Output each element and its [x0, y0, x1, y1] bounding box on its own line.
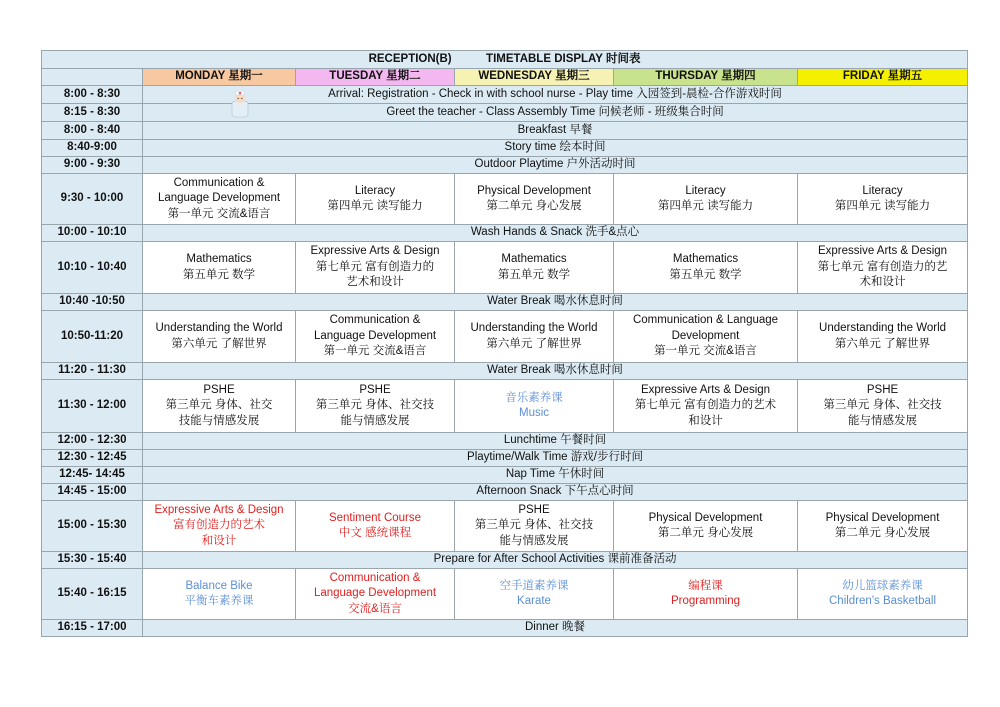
span-activity: Wash Hands & Snack 洗手&点心 — [143, 225, 968, 242]
lesson-line: 第六单元 了解世界 — [486, 337, 582, 350]
span-activity: Story time 绘本时间 — [143, 140, 968, 157]
time-cell: 14:45 - 15:00 — [42, 484, 143, 501]
day-thursday: THURSDAY 星期四 — [614, 69, 798, 86]
lesson-line: 第七单元 富有创造力的 — [315, 260, 435, 273]
lesson-line: 技能与情感发展 — [178, 414, 260, 427]
table-row — [42, 242, 968, 294]
lesson-line: Understanding the World — [470, 322, 598, 334]
lesson-cell — [455, 380, 614, 433]
lesson-cell — [614, 380, 798, 433]
lesson-cell — [455, 501, 614, 552]
lesson-line: Physical Development — [648, 511, 763, 524]
lesson-line: 第六单元 了解世界 — [171, 337, 267, 350]
lesson-line: 第二单元 身心发展 — [834, 527, 931, 539]
time-cell: 12:00 - 12:30 — [42, 433, 143, 450]
lesson-line: 第七单元 富有创造力的艺术 — [634, 399, 777, 412]
span-activity: Afternoon Snack 下午点心时间 — [143, 484, 968, 501]
time-cell: 15:40 - 16:15 — [42, 569, 143, 620]
time-cell: 15:00 - 15:30 — [42, 501, 143, 552]
lesson-line: 能与情感发展 — [499, 534, 569, 547]
lesson-line: 第一单元 交流&语言 — [654, 345, 757, 358]
span-activity: Lunchtime 午餐时间 — [143, 433, 968, 450]
lesson-line: Expressive Arts & Design — [640, 383, 771, 396]
lesson-line: Mathematics — [186, 253, 252, 265]
lesson-line: PSHE — [203, 383, 235, 396]
title-row — [42, 51, 968, 69]
lesson-line: 第一单元 交流&语言 — [167, 207, 271, 220]
lesson-line: 能与情感发展 — [340, 414, 410, 427]
lesson-line: Sentiment Course — [328, 511, 422, 524]
lesson-cell — [614, 242, 798, 294]
table-row — [42, 380, 968, 433]
lesson-cell — [614, 501, 798, 552]
lesson-cell — [798, 174, 968, 225]
lesson-line: 和设计 — [201, 534, 237, 547]
lesson-cell — [296, 501, 455, 552]
lesson-line: 第四单元 读写能力 — [834, 200, 931, 212]
lesson-line: Karate — [517, 595, 551, 607]
lesson-line: 第二单元 身心发展 — [486, 200, 582, 212]
time-cell: 9:30 - 10:00 — [42, 174, 143, 225]
span-activity: Breakfast 早餐 — [143, 122, 968, 140]
span-activity: Nap Time 午休时间 — [143, 467, 968, 484]
lesson-line: Language Development — [313, 587, 437, 600]
lesson-line: 第五单元 数学 — [497, 268, 571, 281]
time-cell: 8:40-9:00 — [42, 140, 143, 157]
lesson-line: 第三单元 身体、社交技 — [315, 399, 435, 412]
lesson-line: PSHE — [866, 383, 899, 396]
span-activity: Playtime/Walk Time 游戏/步行时间 — [143, 450, 968, 467]
time-cell: 12:45- 14:45 — [42, 467, 143, 484]
time-cell: 8:15 - 8:30 — [42, 104, 143, 122]
lesson-cell — [798, 242, 968, 294]
lesson-line: Communication & Language — [632, 314, 779, 327]
lesson-line: Music — [518, 407, 550, 419]
school-nurse-icon — [229, 89, 251, 119]
lesson-cell — [143, 242, 296, 294]
lesson-line: 第六单元 了解世界 — [834, 337, 931, 350]
span-activity: Prepare for After School Activities 课前准备活动 — [143, 552, 968, 569]
day-header-row — [42, 69, 968, 86]
time-cell: 10:50-11:20 — [42, 311, 143, 363]
lesson-line: 能与情感发展 — [848, 414, 918, 427]
timetable-title — [42, 51, 968, 69]
lesson-line: Literacy — [354, 184, 396, 197]
lesson-cell — [614, 174, 798, 225]
table-row — [42, 620, 968, 637]
table-row — [42, 157, 968, 174]
lesson-line: 第三单元 身体、社交 — [165, 399, 273, 412]
lesson-cell — [614, 311, 798, 363]
table-row — [42, 140, 968, 157]
table-row — [42, 122, 968, 140]
lesson-line: Expressive Arts & Design — [817, 245, 948, 258]
time-cell: 8:00 - 8:30 — [42, 86, 143, 104]
lesson-cell — [143, 501, 296, 552]
span-activity: Dinner 晚餐 — [143, 620, 968, 637]
span-activity: Outdoor Playtime 户外活动时间 — [143, 157, 968, 174]
lesson-line: 艺术和设计 — [346, 276, 404, 289]
lesson-line: Understanding the World — [155, 322, 283, 334]
time-cell: 11:30 - 12:00 — [42, 380, 143, 433]
table-row — [42, 311, 968, 363]
lesson-line: 第二单元 身心发展 — [657, 527, 754, 539]
title-display: TIMETABLE DISPLAY 时间表 — [486, 52, 641, 65]
day-monday: MONDAY 星期一 — [143, 69, 296, 86]
lesson-cell — [143, 311, 296, 363]
table-row — [42, 294, 968, 311]
lesson-line: Expressive Arts & Design — [154, 503, 284, 516]
table-row — [42, 86, 968, 104]
lesson-line: Communication & — [173, 176, 265, 189]
day-tuesday: TUESDAY 星期二 — [296, 69, 455, 86]
lesson-line: Children's Basketball — [829, 595, 937, 607]
table-row — [42, 501, 968, 552]
lesson-line: 幼儿篮球素养课 — [842, 579, 923, 592]
lesson-line: Expressive Arts & Design — [310, 245, 440, 258]
time-cell: 10:10 - 10:40 — [42, 242, 143, 294]
time-cell: 8:00 - 8:40 — [42, 122, 143, 140]
lesson-cell — [296, 174, 455, 225]
lesson-cell — [455, 174, 614, 225]
time-cell: 9:00 - 9:30 — [42, 157, 143, 174]
day-friday: FRIDAY 星期五 — [798, 69, 968, 86]
lesson-line: PSHE — [518, 503, 550, 516]
lesson-cell — [296, 380, 455, 433]
lesson-cell — [455, 242, 614, 294]
lesson-line: 编程课 — [688, 579, 723, 592]
lesson-line: 交流&语言 — [348, 602, 402, 615]
lesson-cell — [798, 311, 968, 363]
lesson-cell — [143, 174, 296, 225]
lesson-line: 平衡车素养课 — [184, 595, 254, 607]
lesson-line: 音乐素养课 — [505, 391, 563, 404]
lesson-line: Balance Bike — [185, 579, 253, 592]
lesson-line: 第五单元 数学 — [182, 268, 256, 281]
lesson-line: 第七单元 富有创造力的艺 — [817, 260, 948, 273]
lesson-cell — [143, 380, 296, 433]
lesson-line: 中文 感统课程 — [338, 527, 412, 539]
lesson-line: 第四单元 读写能力 — [657, 200, 754, 212]
lesson-cell — [143, 569, 296, 620]
title-class: RECEPTION(B) — [368, 52, 452, 65]
table-row — [42, 104, 968, 122]
lesson-line: Programming — [670, 595, 741, 607]
lesson-cell — [455, 569, 614, 620]
lesson-cell — [798, 380, 968, 433]
lesson-line: Physical Development — [825, 511, 940, 524]
time-cell: 15:30 - 15:40 — [42, 552, 143, 569]
lesson-line: Mathematics — [501, 253, 567, 265]
day-wednesday: WEDNESDAY 星期三 — [455, 69, 614, 86]
lesson-line: Mathematics — [672, 253, 739, 265]
lesson-line: 空手道素养课 — [499, 579, 569, 592]
lesson-line: Development — [671, 329, 740, 342]
table-row — [42, 450, 968, 467]
lesson-line: Literacy — [685, 184, 726, 197]
lesson-cell — [798, 501, 968, 552]
time-cell: 12:30 - 12:45 — [42, 450, 143, 467]
lesson-line: Communication & — [329, 571, 421, 584]
lesson-line: PSHE — [359, 383, 391, 396]
span-activity: Water Break 喝水休息时间 — [143, 363, 968, 380]
table-row — [42, 484, 968, 501]
lesson-line: 第四单元 读写能力 — [327, 200, 423, 212]
lesson-line: Language Development — [157, 192, 281, 205]
lesson-cell — [455, 311, 614, 363]
time-cell: 10:40 -10:50 — [42, 294, 143, 311]
span-activity: Water Break 喝水休息时间 — [143, 294, 968, 311]
table-row — [42, 174, 968, 225]
lesson-line: 第三单元 身体、社交技 — [823, 399, 942, 412]
table-row — [42, 467, 968, 484]
lesson-line: Communication & — [329, 314, 421, 327]
lesson-line: Physical Development — [477, 184, 591, 197]
lesson-line: 第一单元 交流&语言 — [323, 345, 427, 358]
lesson-line: 富有创造力的艺术 — [173, 519, 265, 532]
table-row — [42, 552, 968, 569]
lesson-line: 第五单元 数学 — [669, 268, 742, 281]
table-row — [42, 433, 968, 450]
lesson-line: Language Development — [313, 329, 437, 342]
lesson-cell — [296, 569, 455, 620]
table-row — [42, 225, 968, 242]
timetable — [41, 50, 968, 637]
lesson-line: 第三单元 身体、社交技 — [474, 519, 594, 532]
lesson-cell — [296, 311, 455, 363]
lesson-line: Understanding the World — [819, 322, 947, 334]
lesson-cell — [798, 569, 968, 620]
span-activity: Arrival: Registration - Check in with school nurse - Play time 入园签到-晨检-合作游戏时间 — [143, 86, 968, 104]
time-cell: 11:20 - 11:30 — [42, 363, 143, 380]
time-cell: 10:00 - 10:10 — [42, 225, 143, 242]
table-row — [42, 569, 968, 620]
lesson-cell — [296, 242, 455, 294]
corner-cell — [42, 69, 143, 86]
lesson-line: 和设计 — [688, 414, 723, 427]
time-cell: 16:15 - 17:00 — [42, 620, 143, 637]
span-activity: Greet the teacher - Class Assembly Time 问候老师 - 班级集合时间 — [143, 104, 968, 122]
table-row — [42, 363, 968, 380]
lesson-cell — [614, 569, 798, 620]
lesson-line: Literacy — [862, 184, 903, 197]
lesson-line: 术和设计 — [859, 276, 906, 289]
